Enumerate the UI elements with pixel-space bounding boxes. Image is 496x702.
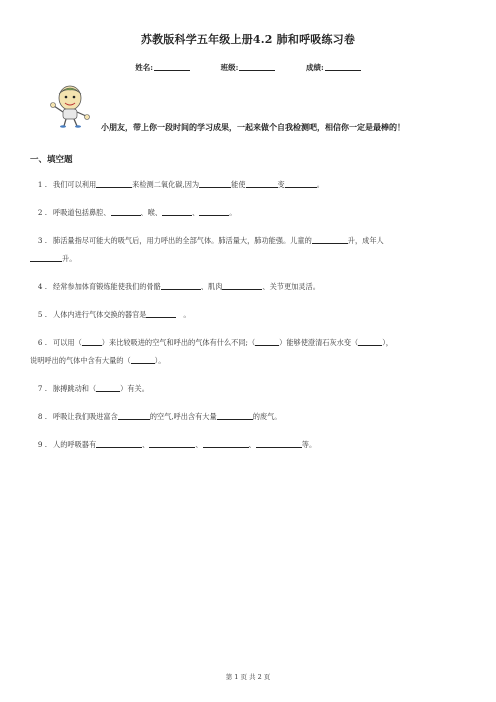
question-5: 5 . 人体内进行气体交换的器官是 。 (30, 306, 470, 324)
answer-blank[interactable] (111, 215, 141, 216)
question-number: 7 . (37, 384, 47, 393)
answer-blank[interactable] (203, 447, 249, 448)
answer-blank[interactable] (146, 317, 176, 318)
score-field[interactable] (306, 63, 361, 72)
answer-blank[interactable] (256, 447, 302, 448)
section-title-fill-in: 一、填空题 (30, 155, 73, 165)
class-blank[interactable] (239, 70, 275, 71)
answer-blank[interactable] (149, 447, 195, 448)
student-info-row (0, 62, 496, 73)
page-footer: 第 1 页 共 2 页 (225, 673, 271, 681)
answer-blank[interactable] (30, 261, 62, 262)
class-field[interactable] (221, 63, 276, 72)
answer-blank[interactable] (199, 215, 229, 216)
answer-blank[interactable] (96, 391, 120, 392)
question-8: 8 . 呼吸让我们吸进富含 的空气,呼出含有大量 的废气。 (30, 408, 470, 426)
answer-blank[interactable] (255, 345, 279, 346)
question-4: 4 . 经常参加体育锻炼能使我们的骨骼 、肌肉 、关节更加灵活。 (30, 278, 470, 296)
mascot-icon (46, 82, 94, 128)
answer-blank[interactable] (217, 419, 253, 420)
question-number: 9 . (37, 440, 47, 449)
name-label: 姓名: (135, 63, 153, 72)
name-field[interactable] (135, 63, 190, 72)
answer-blank[interactable] (222, 289, 262, 290)
question-number: 6 . (37, 338, 47, 347)
answer-blank[interactable] (285, 187, 317, 188)
answer-blank[interactable] (161, 289, 201, 290)
answer-blank[interactable] (131, 363, 155, 364)
question-6: 6 . 可以用（ ）来比较吸进的空气和呼出的气体有什么不同;（ ）能够使澄清石灰水变（ ）， 说明呼出的气体中含有大量的（ ）。 (30, 334, 470, 370)
question-number: 5 . (37, 310, 47, 319)
name-blank[interactable] (154, 70, 190, 71)
question-number: 3 . (37, 236, 47, 245)
question-number: 8 . (37, 412, 47, 421)
encouragement-text: 小朋友，带上你一段时间的学习成果，一起来做个自我检测吧，相信你一定是最棒的！ (101, 122, 405, 132)
answer-blank[interactable] (312, 243, 348, 244)
score-label: 成绩: (306, 63, 324, 72)
answer-blank[interactable] (96, 187, 132, 188)
answer-blank[interactable] (96, 447, 142, 448)
question-number: 4 . (37, 282, 47, 291)
class-label: 班级: (220, 63, 239, 72)
question-number: 2 . (37, 208, 47, 217)
page-title: 苏教版科学五年级上册4.2 肺和呼吸练习卷 (140, 33, 356, 46)
answer-blank[interactable] (162, 215, 192, 216)
score-blank[interactable] (325, 70, 361, 71)
answer-blank[interactable] (358, 345, 382, 346)
answer-blank[interactable] (199, 187, 231, 188)
question-3: 3 . 肺活量指尽可能大的吸气后，用力呼出的全部气体。肺活量大，肺功能强。儿童的 升，成年人 升。 (30, 232, 470, 268)
question-9: 9 . 人的呼吸器有 、 、 、 等。 (30, 436, 470, 454)
answer-blank[interactable] (246, 187, 278, 188)
question-1: 1 . 我们可以利用 来检测二氧化碳,因为 能使 变 。 (30, 176, 470, 194)
question-number: 1 . (37, 180, 47, 189)
question-7: 7 . 脉搏跳动和（ ）有关。 (30, 380, 470, 398)
answer-blank[interactable] (118, 419, 150, 420)
answer-blank[interactable] (82, 345, 102, 346)
question-2: 2 . 呼吸道包括鼻腔、 、喉、 、 。 (30, 204, 470, 222)
